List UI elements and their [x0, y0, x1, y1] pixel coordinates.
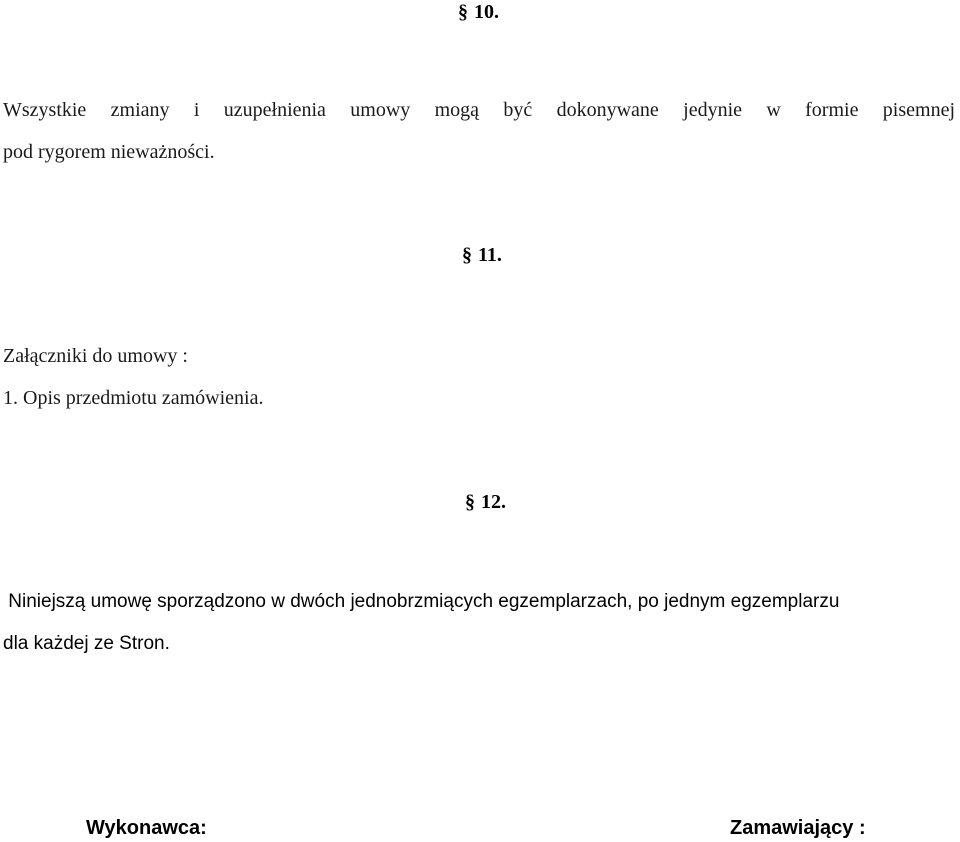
- paragraph-11: [3, 335, 703, 419]
- paragraph-line: 1. Opis przedmiotu zamówienia.: [3, 387, 264, 409]
- paragraph-line: dla każdej ze Stron.: [3, 633, 170, 654]
- paragraph-12: [3, 581, 958, 665]
- section-number: 12.: [481, 491, 506, 513]
- paragraph-10: [3, 89, 955, 173]
- signature-client-label: Zamawiający :: [730, 817, 866, 839]
- signature-contractor-label: Wykonawca:: [86, 817, 207, 839]
- section-heading-12: [465, 490, 506, 514]
- paragraph-line: Załączniki do umowy :: [3, 345, 188, 367]
- section-sign: §: [458, 1, 468, 23]
- section-heading-11: [462, 243, 502, 267]
- paragraph-line: pod rygorem nieważności.: [3, 141, 215, 163]
- section-sign: §: [462, 244, 472, 266]
- paragraph-line: Niniejszą umowę sporządzono w dwóch jednobrzmiących egzemplarzach, po jednym egzemplarzu: [3, 591, 840, 612]
- section-number: 10.: [474, 1, 499, 23]
- paragraph-line: Wszystkie zmiany i uzupełnienia umowy mogą być dokonywane jedynie w formie pisemnej: [3, 99, 955, 121]
- section-heading-10: [458, 0, 499, 24]
- section-number: 11.: [478, 244, 502, 266]
- section-sign: §: [465, 491, 475, 513]
